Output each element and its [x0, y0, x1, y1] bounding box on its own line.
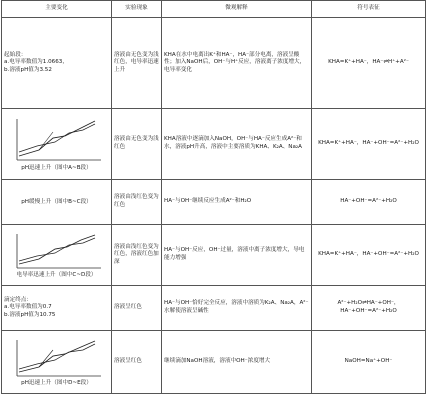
phenomenon-cell: 溶液由无色变为浅红色，电导率迅速上升: [112, 18, 162, 109]
explanation-cell: KHA在水中电离出K⁺和HA⁻，HA⁻部分电离，溶液呈酸性；加入NaOH后，OH⁻与H⁺反应，溶液离子浓度增大，电导率变化: [162, 18, 312, 109]
phenomenon-cell: 溶液由浅红色变为红色: [112, 180, 162, 225]
stage-text: a.电导率数值为1.0663，: [4, 59, 68, 66]
symbol-cell: KHA=K⁺+HA⁻，HA⁻⇌H⁺+A²⁻: [312, 18, 426, 109]
header-stage: 主要变化: [2, 1, 112, 18]
explanation-cell: 继续滴加NaOH溶液，溶液中OH⁻浓度增大: [162, 331, 312, 394]
stage-cell: [2, 225, 112, 286]
stage-text: pH迅速上升（图中A~B段）: [21, 164, 92, 171]
stage-text: 电导率迅速上升（图中C~D段）: [16, 271, 97, 278]
conductivity-curve-graph: [9, 231, 105, 271]
table-row: [2, 180, 426, 225]
titration-curve-graph: [9, 116, 105, 164]
header-symbol: 符号表征: [312, 1, 426, 18]
table-row: [2, 286, 426, 331]
symbol-cell: KHA=K⁺+HA⁻，HA⁻+OH⁻=A²⁻+H₂O: [312, 225, 426, 286]
phenomenon-cell: 溶液呈红色: [112, 331, 162, 394]
phenomenon-cell: 溶液由浅红色变为红色，溶液红色加深: [112, 225, 162, 286]
stage-cell: [2, 180, 112, 225]
table-row: [2, 331, 426, 394]
stage-cell: [2, 286, 112, 331]
table-row: [2, 109, 426, 180]
header-row: [2, 1, 426, 18]
explanation-cell: HA⁻与OH⁻反应，OH⁻过量，溶液中离子浓度增大，导电能力增强: [162, 225, 312, 286]
symbol-cell: NaOH=Na⁺+OH⁻: [312, 331, 426, 394]
stage-text: a.电导率数值为0.7: [4, 304, 52, 311]
explanation-cell: HA⁻与OH⁻恰好完全反应，溶液中溶质为K₂A、Na₂A，A²⁻水解使溶液呈碱性: [162, 286, 312, 331]
explanation-cell: HA⁻与OH⁻继续反应生成A²⁻和H₂O: [162, 180, 312, 225]
explanation-cell: KHA溶液中逐滴加入NaOH，OH⁻与HA⁻反应生成A²⁻和水，溶液pH升高，溶液中主要溶质为KHA、K₂A、Na₂A: [162, 109, 312, 180]
stage-text: b.溶液pH值为10.75: [4, 311, 56, 318]
stage-text: b.溶液pH值为3.52: [4, 66, 52, 73]
stage-text: pH缓慢上升（图中B~C段）: [21, 198, 92, 205]
stage-text: 起始段：: [4, 51, 27, 58]
stage-cell: [2, 331, 112, 394]
stage-text: pH迅速上升（图中D~E段）: [21, 379, 92, 386]
table-row: [2, 225, 426, 286]
reaction-analysis-table: [1, 0, 426, 394]
symbol-cell: A²⁻+H₂O⇌HA⁻+OH⁻，HA⁻+OH⁻=A²⁻+H₂O: [312, 286, 426, 331]
symbol-cell: HA⁻+OH⁻=A²⁻+H₂O: [312, 180, 426, 225]
stage-cell: [2, 109, 112, 180]
header-explanation: 微观解释: [162, 1, 312, 18]
ph-curve-graph: [9, 337, 105, 379]
stage-text: 滴定终点：: [4, 296, 32, 303]
phenomenon-cell: 溶液由无色变为浅红色: [112, 109, 162, 180]
table-row: [2, 18, 426, 109]
phenomenon-cell: 溶液呈红色: [112, 286, 162, 331]
symbol-cell: KHA=K⁺+HA⁻，HA⁻+OH⁻=A²⁻+H₂O: [312, 109, 426, 180]
header-phenomenon: 实验现象: [112, 1, 162, 18]
stage-cell: [2, 18, 112, 109]
